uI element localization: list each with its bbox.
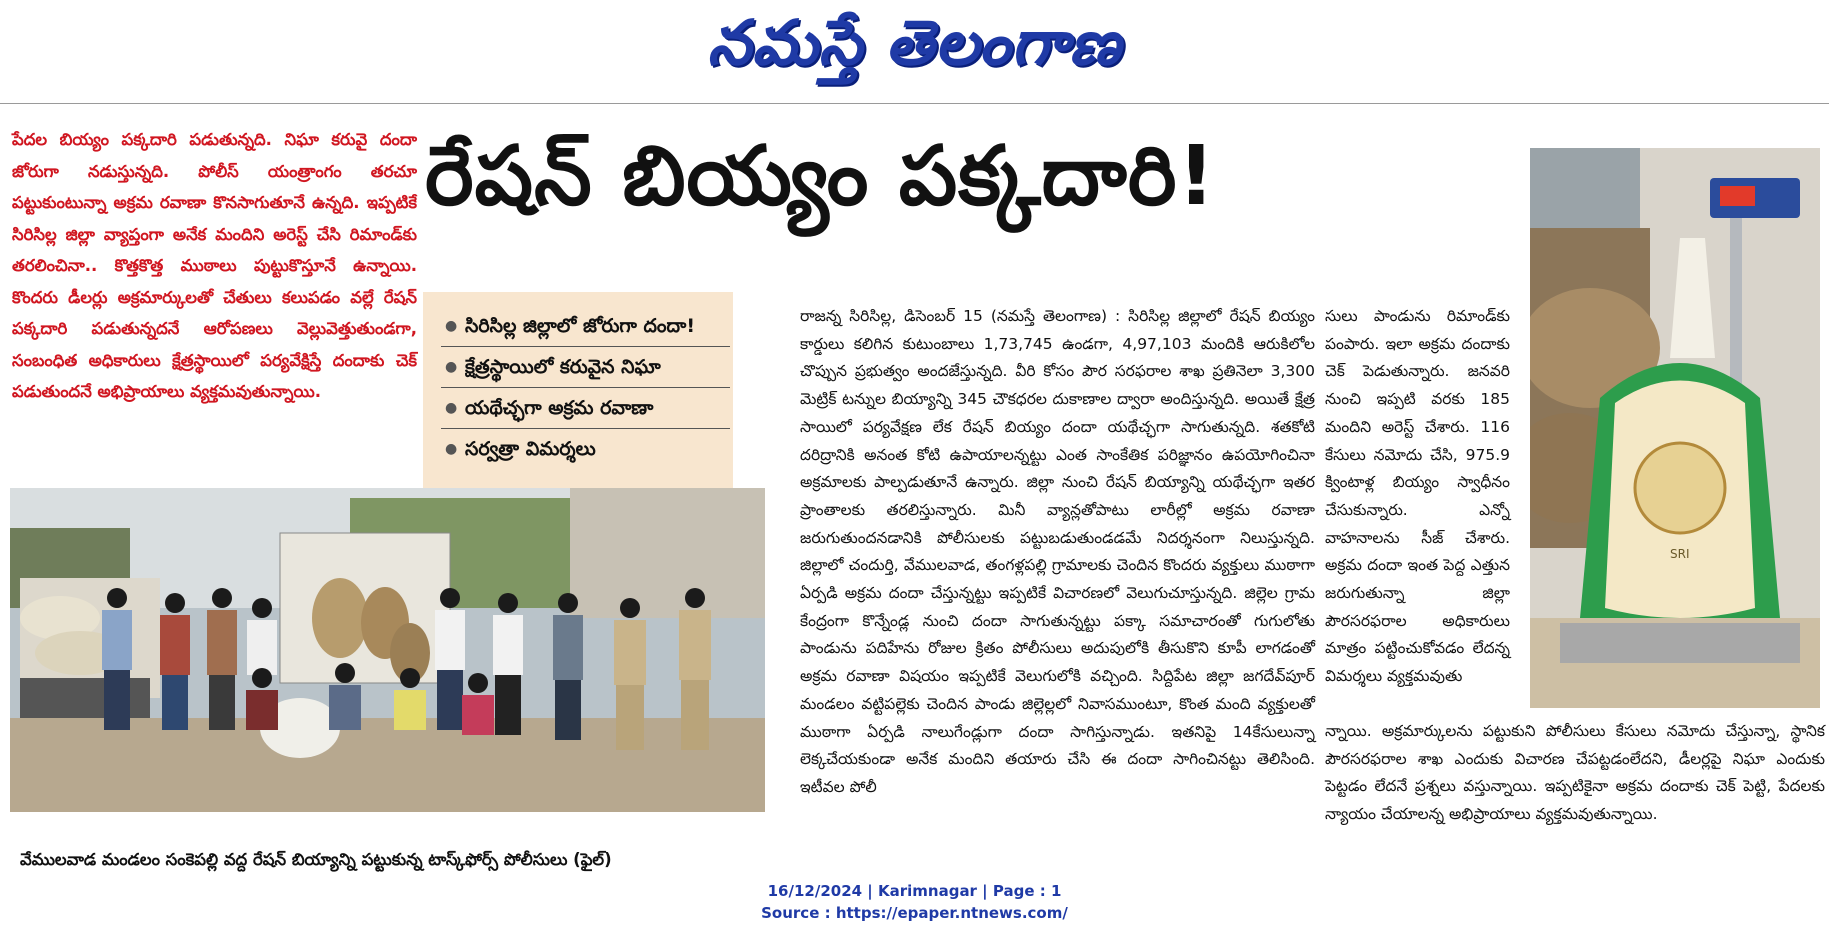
bullet-icon: ● — [445, 318, 458, 334]
edition-info: 16/12/2024 | Karimnagar | Page : 1 — [767, 882, 1062, 900]
article-text-1: రాజన్న సిరిసిల్ల, డిసెంబర్ 15 (నమస్తే తెలంగాణ) : సిరిసిల్ల జిల్లాలో రేషన్ బియ్యం కార్డులు కలిగిన కుటుంబాలు 1,73,745 ఉండగా, 4,97,103 మందికి ఆరుకిలోల చొప్పున ప్రభుత్వం అందజేస్తున్నది. వీరి కోసం పౌర సరఫరాల శాఖ ప్రతినెలా 3,300 మెట్రిక్ టన్నుల బియ్యాన్ని 345 చౌకధరల దుకాణాల ద్వారా అందిస్తున్నది. అయితే క్షేత్ర సాయిలో పర్యవేక్షణ లేక రేషన్ బియ్యం దందా యథేచ్ఛగా సాగుతున్నది. శతకోటి దరిద్రానికి అనంత కోటి ఉపాయాలన్నట్టు ఎంత సాంకేతిక పరిజ్ఞానం ఉపయోగించినా అక్రమాలకు పాల్పడుతూనే ఉన్నారు. జిల్లా నుంచి రేషన్ బియ్యాన్ని యథేచ్ఛగా ఇతర ప్రాంతాలకు తరలిస్తున్నారు. మినీ వ్యాన్లతోపాటు లారీల్లో అక్రమ రవాణా జరుగుతుందనడానికి పోలీసులకు పట్టుబడుతుండడమే నిదర్శనంగా నిలుస్తున్నది. జిల్లాలో చందుర్తి, వేములవాడ, తంగళ్లపల్లి గ్రామాలకు చెందిన కొందరు వ్యక్తులు ముఠాగా ఏర్పడి అక్రమ దందా చేస్తున్నట్టు ఇప్పటికే విచారణలో వెలుగుచూస్తున్నది. జిల్లెల గ్రామ కేంద్రంగా కొన్నేండ్ల నుంచి దందా సాగుతున్నట్టు పక్కా సమాచారంతో గుగులోతు పాండును పదిహేను రోజుల క్రితం పోలీసులు అదుపులోకి తీసుకొని కూపీ లాగడంతో అక్రమ రవాణా విషయం ఇప్పటికే వెలుగులోకి వచ్చింది. సిద్దిపేట జిల్లా జగదేవ్‌పూర్ మండలం వట్టిపల్లెకు చెందిన పాండు జిల్లెల్లలో నివాసముంటూ, కొంత మంది వ్యక్తులతో ముఠాగా ఏర్పడి నాలుగేండ్లుగా దందా సాగిస్తున్నాడు. ఇతనిపై 14కేసులున్నా లెక్కచేయకుండా అనేక మందిని తయారు చేసి ఈ దందా సాగించినట్టు తెలిసింది. ఇటీవల పోలీ — [800, 307, 1315, 796]
masthead — [0, 0, 1829, 100]
article-column-1 — [800, 303, 1315, 802]
masthead-divider — [0, 103, 1829, 104]
newspaper-logo: నమస్తే తెలంగాణ — [707, 6, 1122, 79]
police-seizure-photo — [10, 488, 765, 812]
highlights-box — [423, 292, 733, 488]
highlight-text: సర్వత్రా విమర్శలు — [465, 438, 596, 460]
intro-text: పేదల బియ్యం పక్కదారి పడుతున్నది. నిఘా కరువై దందా జోరుగా నడుస్తున్నది. పోలీస్ యంత్రాంగం తరచూ పట్టుకుంటున్నా అక్రమ రవాణా కొనసాగుతూనే ఉన్నది. ఇప్పటికే సిరిసిల్ల జిల్లా వ్యాప్తంగా అనేక మందిని అరెస్ట్ చేసి రిమాండ్‌కు తరలించినా.. కొత్తకొత్త ముఠాలు పుట్టుకొస్తూనే ఉన్నాయి. కొందరు డీలర్లు అక్రమార్కులతో చేతులు కలుపడం వల్లే రేషన్ పక్కదారి పడుతున్నదనే ఆరోపణలు వెల్లువెత్తుతుండగా, సంబంధిత అధికారులు క్షేత్రస్థాయిలో పర్యవేక్షిస్తే దందాకు చెక్ పడుతుందనే అభిప్రాయాలు వ్యక్తమవుతున్నాయి. — [12, 130, 417, 401]
highlight-item — [441, 347, 730, 388]
page-footer — [0, 880, 1829, 924]
article-column-2 — [1325, 303, 1510, 691]
headline: రేషన్ బియ్యం పక్కదారి! — [425, 129, 1216, 224]
highlight-item — [441, 388, 730, 429]
highlights-list — [423, 292, 733, 469]
police-seizure-illustration — [10, 488, 765, 812]
bullet-icon: ● — [445, 359, 458, 375]
bag-label: SRI — [1670, 547, 1690, 561]
highlight-item — [441, 306, 730, 347]
highlight-text: సిరిసిల్ల జిల్లాలో జోరుగా దందా! — [465, 315, 695, 337]
article-column-2-continued — [1325, 718, 1825, 829]
intro-paragraph — [12, 124, 417, 408]
rice-bag-illustration — [1530, 148, 1820, 708]
bullet-icon: ● — [445, 441, 458, 457]
source-link[interactable]: Source : https://epaper.ntnews.com/ — [761, 904, 1068, 922]
highlight-text: యథేచ్ఛగా అక్రమ రవాణా — [465, 397, 654, 419]
article-text-3: న్నాయి. అక్రమార్కులను పట్టుకుని పోలీసులు కేసులు నమోదు చేస్తున్నా, స్థానిక పౌరసరఫరాల శాఖ ఎందుకు విచారణ చేపట్టడంలేదని, డీలర్లపై నిఘా ఎందుకు పెట్టడం లేదనే ప్రశ్నలు వస్తున్నాయి. ఇప్పటికైనా అక్రమ దందాకు చెక్ పెట్టి, పేదలకు న్యాయం చేయాలన్న అభిప్రాయాలు వ్యక్తమవుతున్నాయి. — [1325, 722, 1825, 824]
highlight-item — [441, 429, 730, 469]
bullet-icon: ● — [445, 400, 458, 416]
article-text-2: సులు పాండును రిమాండ్‌కు పంపారు. ఇలా అక్రమ దందాకు చెక్ పెడుతున్నారు. జనవరి నుంచి ఇప్పటి వరకు 185 మందిని అరెస్ట్ చేశారు. 116 కేసులు నమోదు చేసి, 975.9 క్వింటాళ్ల బియ్యం స్వాధీనం చేసుకున్నారు. ఎన్నో వాహనాలను సీజ్ చేశారు. అక్రమ దందా ఇంత పెద్ద ఎత్తున జరుగుతున్నా జిల్లా పౌరసరఫరాల అధికారులు మాత్రం పట్టించుకోవడం లేదన్న విమర్శలు వ్యక్తమవుతు — [1325, 307, 1510, 686]
rice-bag-photo — [1530, 148, 1820, 708]
photo-caption: వేములవాడ మండలం సంకెపల్లి వద్ద రేషన్ బియ్యాన్ని పట్టుకున్న టాస్క్‌ఫోర్స్ పోలీసులు (ఫైల్) — [20, 850, 612, 869]
highlight-text: క్షేత్రస్థాయిలో కరువైన నిఘా — [465, 356, 661, 378]
